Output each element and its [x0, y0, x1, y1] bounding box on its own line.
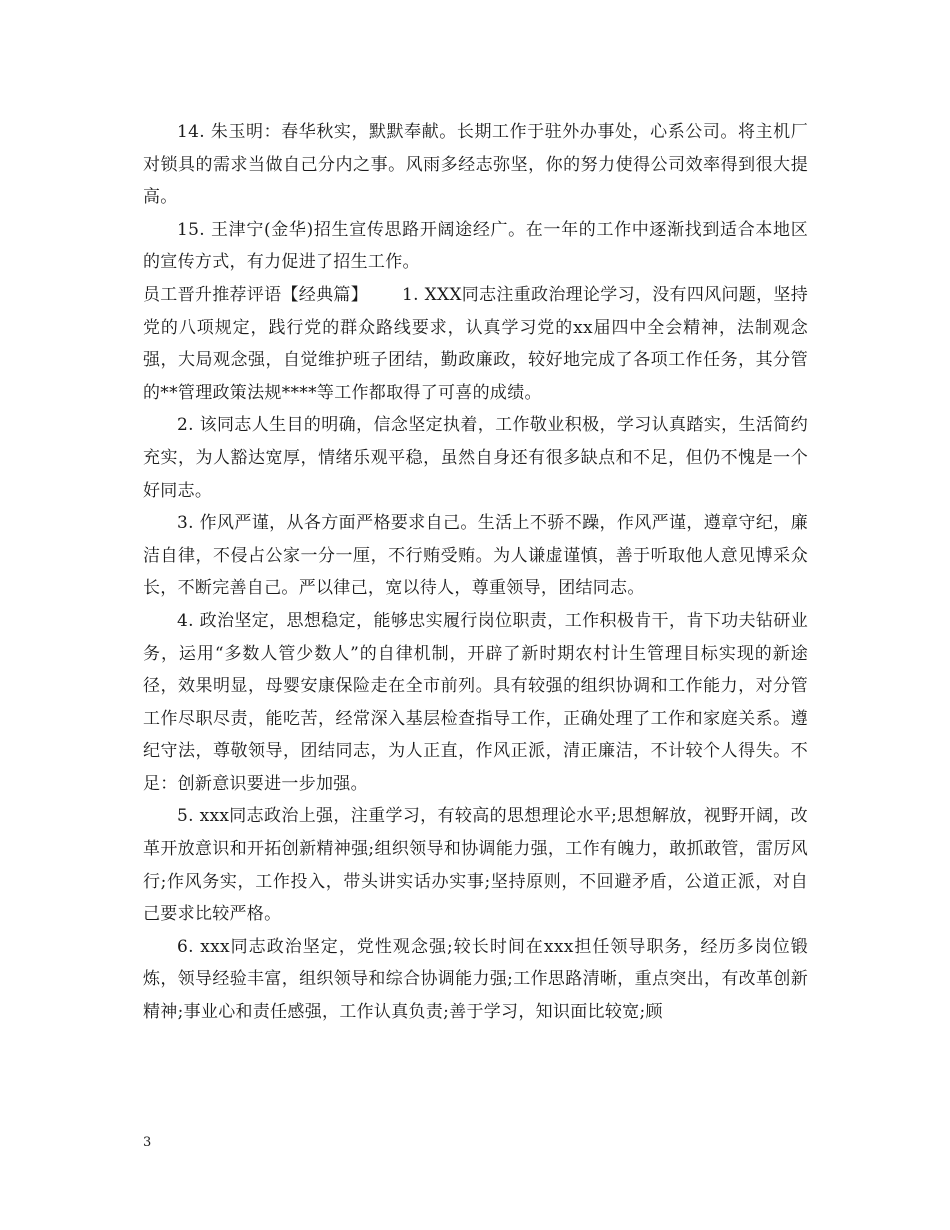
- paragraph-14: 14. 朱玉明：春华秋实，默默奉献。长期工作于驻外办事处，心系公司。将主机厂对锁具的需求当做自己分内之事。风雨多经志弥坚，你的努力使得公司效率得到很大提高。: [143, 122, 808, 208]
- paragraph-4: 4. 政治坚定，思想稳定，能够忠实履行岗位职责，工作积极肯干，肯下功夫钻研业务，运用“多数人管少数人”的自律机制，开辟了新时期农村计生管理目标实现的新途径，效果明显，母婴安康保险走在全市前列。具有较强的组织协调和工作能力，对分管工作尽职尽责，能吃苦，经常深入基层检查指导工作，正确处理了工作和家庭关系。遵纪守法，尊敬领导，团结同志，为人正直，作风正派，清正廉洁，不计较个人得失。不足：创新意识要进一步加强。: [143, 610, 808, 794]
- paragraph-section-start: [143, 279, 808, 409]
- paragraph-5: 5. xxx同志政治上强，注重学习，有较高的思想理论水平;思想解放，视野开阔，改革开放意识和开拓创新精神强;组织领导和协调能力强，工作有魄力，敢抓敢管，雷厉风行;作风务实，工作投入，带头讲实话办实事;坚持原则，不回避矛盾，公道正派，对自己要求比较严格。: [143, 806, 808, 925]
- paragraph-1-text: 1. XXX同志注重政治理论学习，没有四风问题，坚持党的八项规定，践行党的群众路线要求，认真学习党的xx届四中全会精神，法制观念强，大局观念强，自觉维护班子团结，勤政廉政，较好地完成了各项工作任务，其分管的**管理政策法规****等工作都取得了可喜的成绩。: [143, 284, 808, 403]
- page-number: 3: [143, 1135, 152, 1150]
- section-heading: 员工晋升推荐评语【经典篇】: [143, 284, 369, 305]
- paragraph-2: 2. 该同志人生目的明确，信念坚定执着，工作敬业积极，学习认真踏实，生活简约充实，为人豁达宽厚，情绪乐观平稳，虽然自身还有很多缺点和不足，但仍不愧是一个好同志。: [143, 415, 808, 501]
- paragraph-15: 15. 王津宁(金华)招生宣传思路开阔途经广。在一年的工作中逐渐找到适合本地区的宣传方式，有力促进了招生工作。: [143, 219, 808, 273]
- document-body: [143, 116, 808, 1029]
- paragraph-3: 3. 作风严谨，从各方面严格要求自己。生活上不骄不躁，作风严谨，遵章守纪，廉洁自律，不侵占公家一分一厘，不行贿受贿。为人谦虚谨慎，善于听取他人意见博采众长，不断完善自己。严以律己，宽以待人，尊重领导，团结同志。: [143, 513, 808, 599]
- paragraph-6: 6. xxx同志政治坚定，党性观念强;较长时间在xxx担任领导职务，经历多岗位锻炼，领导经验丰富，组织领导和综合协调能力强;工作思路清晰，重点突出，有改革创新精神;事业心和责任感强，工作认真负责;善于学习，知识面比较宽;顾: [143, 936, 808, 1023]
